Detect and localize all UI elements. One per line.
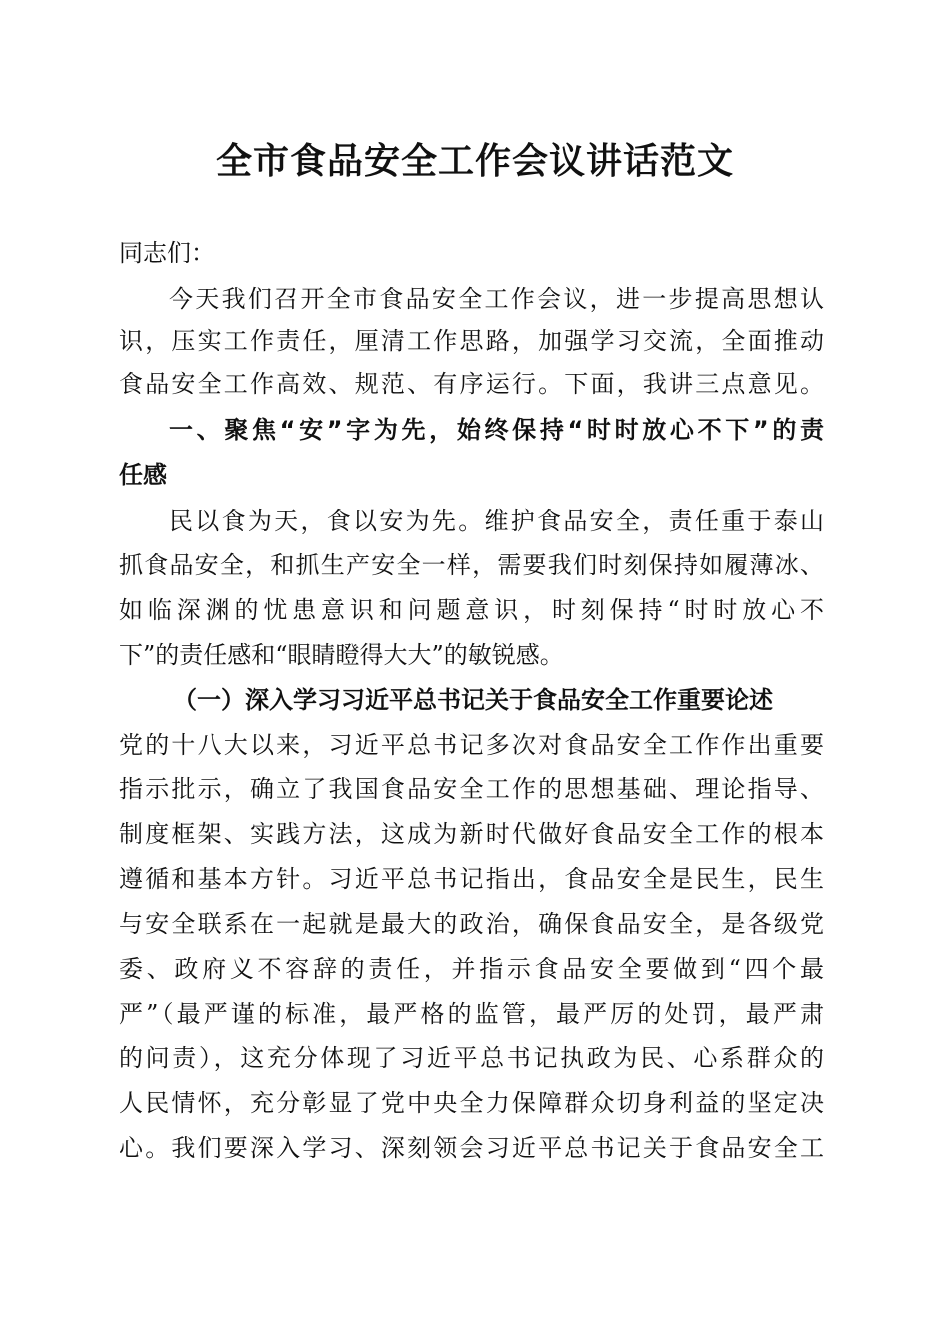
intro-line: 今天我们召开全市食品安全工作会议，进一步提高思想认	[169, 285, 824, 313]
paragraph-line: 指示批示，确立了我国食品安全工作的思想基础、理论指导、	[119, 775, 824, 803]
paragraph-line: 抓食品安全，和抓生产安全一样，需要我们时刻保持如履薄冰、	[119, 551, 824, 579]
greeting: 同志们：	[119, 239, 215, 267]
paragraph-line: 人民情怀，充分彰显了党中央全力保障群众切身利益的坚定决	[119, 1089, 824, 1117]
paragraph-line: 与安全联系在一起就是最大的政治，确保食品安全，是各级党	[119, 910, 824, 938]
paragraph-line: 党的十八大以来，习近平总书记多次对食品安全工作作出重要	[119, 731, 824, 759]
document-title: 全市食品安全工作会议讲话范文	[215, 140, 734, 182]
paragraph-line: 心。我们要深入学习、深刻领会习近平总书记关于食品安全工	[119, 1134, 824, 1162]
paragraph-line: 遵循和基本方针。习近平总书记指出，食品安全是民生，民生	[119, 865, 824, 893]
paragraph-line: 制度框架、实践方法，这成为新时代做好食品安全工作的根本	[119, 820, 824, 848]
section-heading-1: 一、聚焦“安”字为先，始终保持“时时放心不下”的责	[169, 416, 824, 444]
intro-line: 食品安全工作高效、规范、有序运行。下面，我讲三点意见。	[119, 370, 824, 398]
section-heading-1-cont: 任感	[119, 461, 167, 489]
paragraph-line: 下”的责任感和“眼睛瞪得大大”的敏锐感。	[119, 641, 564, 669]
paragraph-line: 的问责），这充分体现了习近平总书记执政为民、心系群众的	[119, 1044, 824, 1072]
paragraph-line: 严”（最严谨的标准，最严格的监管，最严厉的处罚，最严肃	[119, 1000, 824, 1028]
paragraph-line: 委、政府义不容辞的责任，并指示食品安全要做到“四个最	[119, 955, 824, 983]
subsection-heading-1: （一）深入学习习近平总书记关于食品安全工作重要论述	[173, 685, 773, 714]
intro-line: 识，压实工作责任，厘清工作思路，加强学习交流，全面推动	[119, 327, 824, 355]
paragraph-line: 民以食为天，食以安为先。维护食品安全，责任重于泰山	[169, 507, 824, 535]
paragraph-line: 如临深渊的忧患意识和问题意识，时刻保持“时时放心不	[119, 596, 824, 624]
